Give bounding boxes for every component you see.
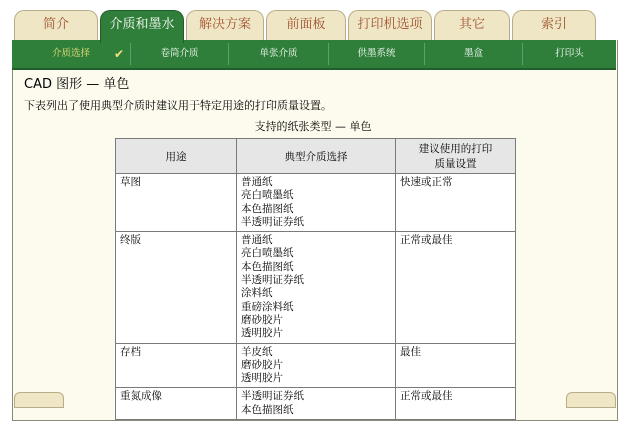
cell-media xyxy=(237,343,396,388)
tab-index[interactable]: 索引 xyxy=(512,10,596,40)
cell-quality: 正常或最佳 xyxy=(396,388,516,420)
table-row xyxy=(116,343,516,388)
header-quality-line1: 建议使用的打印 xyxy=(418,143,493,155)
header-quality xyxy=(396,139,516,174)
media-item: 亮白喷墨纸 xyxy=(241,189,294,202)
media-item: 涂料纸 xyxy=(241,287,273,300)
media-item: 本色描图纸 xyxy=(241,403,294,416)
table-row xyxy=(116,388,516,420)
subnav-label: 介质选择 xyxy=(51,48,90,59)
media-table xyxy=(115,138,516,420)
tab-front-panel[interactable]: 前面板 xyxy=(266,10,346,40)
tab-solutions[interactable]: 解决方案 xyxy=(186,10,264,40)
tab-printer-options[interactable]: 打印机选项 xyxy=(348,10,432,40)
cell-use: 存档 xyxy=(116,343,237,388)
media-item: 透明胶片 xyxy=(241,372,283,385)
media-item: 重磅涂料纸 xyxy=(241,300,294,313)
cell-quality: 最佳 xyxy=(396,343,516,388)
subnav-bar xyxy=(12,40,616,70)
cell-use: 终版 xyxy=(116,232,237,343)
header-media: 典型介质选择 xyxy=(237,139,396,174)
header-quality-line2: 质量设置 xyxy=(434,158,477,170)
tab-media-and-ink[interactable]: 介质和墨水 xyxy=(100,10,184,43)
subnav-sheet-media[interactable]: 单张介质 xyxy=(228,43,328,65)
subnav-roll-media[interactable]: 卷筒介质 xyxy=(130,43,228,65)
table-row xyxy=(116,174,516,232)
media-item: 透明胶片 xyxy=(241,327,283,340)
checkmark-icon: ✔ xyxy=(113,47,124,61)
cell-media xyxy=(237,232,396,343)
tab-other[interactable]: 其它 xyxy=(434,10,510,40)
subnav-ink-system[interactable]: 供墨系统 xyxy=(328,43,424,65)
tab-intro[interactable]: 简介 xyxy=(14,10,98,40)
media-item: 普通纸 xyxy=(241,176,273,188)
cell-quality: 快速或正常 xyxy=(396,174,516,232)
subnav-media-selection[interactable] xyxy=(12,43,130,65)
cell-use: 草图 xyxy=(116,174,237,232)
prev-page-button[interactable] xyxy=(14,392,64,408)
page-title: CAD 图形 — 单色 xyxy=(24,77,130,92)
cell-use: 重氮成像 xyxy=(116,388,237,420)
cell-media xyxy=(237,174,396,232)
media-item: 本色描图纸 xyxy=(241,202,294,215)
cell-quality: 正常或最佳 xyxy=(396,232,516,343)
media-item: 磨砂胶片 xyxy=(241,313,283,326)
media-item: 亮白喷墨纸 xyxy=(241,247,294,260)
table-row xyxy=(116,232,516,343)
media-item: 半透明证券纸 xyxy=(241,274,304,287)
media-item: 羊皮纸 xyxy=(241,345,273,358)
media-item: 半透明证券纸 xyxy=(241,390,304,403)
media-item: 磨砂胶片 xyxy=(241,358,283,371)
media-item: 半透明证券纸 xyxy=(241,215,304,228)
media-item: 本色描图纸 xyxy=(241,260,294,273)
next-page-button[interactable] xyxy=(566,392,616,408)
subnav-ink-cartridges[interactable]: 墨盒 xyxy=(424,43,522,65)
cell-media xyxy=(237,388,396,420)
table-caption: 支持的纸张类型 — 单色 xyxy=(254,120,372,133)
top-tab-bar xyxy=(0,0,626,42)
table-header-row xyxy=(116,139,516,174)
intro-text: 下表列出了使用典型介质时建议用于特定用途的打印质量设置。 xyxy=(24,99,332,112)
header-use: 用途 xyxy=(116,139,237,174)
media-item: 普通纸 xyxy=(241,234,273,247)
subnav-printheads[interactable]: 打印头 xyxy=(522,43,616,65)
